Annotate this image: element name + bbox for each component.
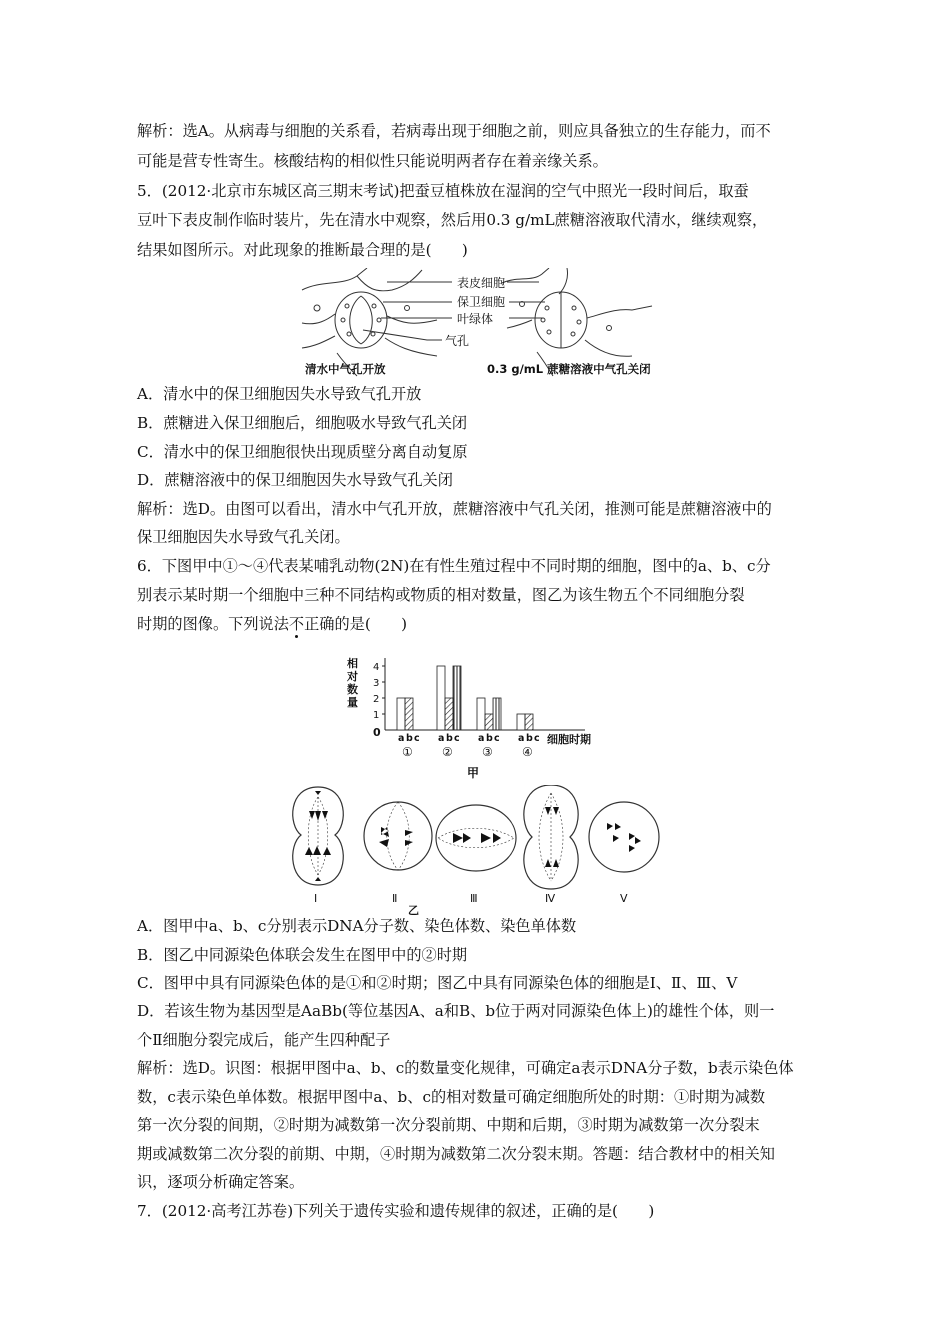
y-tick-label: 3 <box>373 678 380 689</box>
text-line: 解析：选A。从病毒与细胞的关系看，若病毒出现于细胞之前，则应具备独立的生存能力，而不 <box>137 122 771 140</box>
text-line: 5．(2012·北京市东城区高三期末考试)把蚕豆植株放在湿润的空气中照光一段时间后，取蚕 <box>137 182 749 200</box>
y-tick-label: 2 <box>373 694 380 705</box>
sub-category-label: c <box>414 733 420 744</box>
bar-b <box>485 714 493 730</box>
sub-category-label: c <box>534 733 540 744</box>
sub-category-label: a <box>398 733 405 744</box>
bar-chart-svg <box>345 645 615 785</box>
text-line: 识，逐项分析确定答案。 <box>137 1173 305 1191</box>
bar-a <box>517 714 525 730</box>
chart-caption: 甲 <box>467 766 480 780</box>
y-tick-label: 1 <box>373 710 380 721</box>
text-span: 时期的图像。下列说法 <box>137 615 289 633</box>
bar-a <box>397 698 405 730</box>
text-line: D．蔗糖溶液中的保卫细胞因失水导致气孔关闭 <box>137 471 453 489</box>
y-axis-label-char: 量 <box>347 696 358 709</box>
text-line: 别表示某时期一个细胞中三种不同结构或物质的相对数量，图乙为该生物五个不同细胞分裂 <box>137 586 745 604</box>
bar-b <box>525 714 533 730</box>
text-line <box>137 614 827 634</box>
text-line: A．清水中的保卫细胞因失水导致气孔开放 <box>137 385 422 403</box>
y-axis-label-char: 对 <box>347 670 358 683</box>
text-line: 豆叶下表皮制作临时装片，先在清水中观察，然后用0.3 g/mL蔗糖溶液取代清水，继续观察， <box>137 211 768 229</box>
cell-label-iv: Ⅳ <box>545 892 556 905</box>
sub-category-label: a <box>438 733 445 744</box>
sub-category-label: b <box>486 733 493 744</box>
sub-category-label: a <box>518 733 525 744</box>
stomata-figure <box>297 268 657 383</box>
text-line: 可能是营专性寄生。核酸结构的相似性只能说明两者存在着亲缘关系。 <box>137 152 608 170</box>
sub-category-label: b <box>446 733 453 744</box>
bar-a <box>437 666 445 730</box>
text-line: 保卫细胞因失水导致气孔关闭。 <box>137 528 350 546</box>
text-line: 第一次分裂的间期，②时期为减数第一次分裂前期、中期和后期，③时期为减数第一次分裂末 <box>137 1116 760 1134</box>
figure-caption-yi: 乙 <box>408 904 419 915</box>
text-line: C．清水中的保卫细胞很快出现质壁分离自动复原 <box>137 443 468 461</box>
label-guard-cell: 保卫细胞 <box>457 295 506 309</box>
bar-b <box>405 698 413 730</box>
cell-v <box>589 802 659 872</box>
cell-label-i: Ⅰ <box>314 892 318 905</box>
category-label: ② <box>442 745 453 759</box>
cell-iii <box>436 805 516 871</box>
sub-category-label: c <box>454 733 460 744</box>
sub-category-label: a <box>478 733 485 744</box>
text-line: D．若该生物为基因型是AaBb(等位基因A、a和B、b位于两对同源染色体上)的雄性个体，则一 <box>137 1002 775 1020</box>
text-line: B．蔗糖进入保卫细胞后，细胞吸水导致气孔关闭 <box>137 414 468 432</box>
text-line: 结果如图所示。对此现象的推断最合理的是( ) <box>137 241 468 259</box>
y-axis-label-char: 相 <box>347 657 358 670</box>
bar-a <box>477 698 485 730</box>
emphasis-mark: 不 <box>288 615 305 633</box>
cell-label-v: Ⅴ <box>620 892 628 905</box>
category-label: ④ <box>522 745 533 759</box>
sub-category-label: b <box>526 733 533 744</box>
y-tick-label: 4 <box>373 662 380 673</box>
text-span: 正确的是( ) <box>304 615 408 633</box>
text-line: 解析：选D。识图：根据甲图中a、b、c的数量变化规律，可确定a表示DNA分子数，b表示染色体 <box>137 1059 794 1077</box>
cell-ii <box>364 802 432 870</box>
text-line: 6．下图甲中①～④代表某哺乳动物(2N)在有性生殖过程中不同时期的细胞，图中的a、b、c分 <box>137 557 771 575</box>
text-line: B．图乙中同源染色体联会发生在图甲中的②时期 <box>137 946 468 964</box>
category-label: ③ <box>482 745 493 759</box>
bar-c <box>493 698 501 730</box>
caption-right: 0.3 g/mL 蔗糖溶液中气孔关闭 <box>487 362 651 376</box>
origin-label: 0 <box>373 726 381 739</box>
bar-c <box>453 666 461 730</box>
text-line: A．图甲中a、b、c分别表示DNA分子数、染色体数、染色单体数 <box>137 917 577 935</box>
cell-label-iii: Ⅲ <box>470 892 478 905</box>
cell-label-ii: Ⅱ <box>392 892 398 905</box>
text-line: C．图甲中具有同源染色体的是①和②时期；图乙中具有同源染色体的细胞是Ⅰ、Ⅱ、Ⅲ、Ⅴ <box>137 974 738 992</box>
y-axis-label-char: 数 <box>347 683 358 696</box>
x-axis-label: 细胞时期 <box>547 733 591 746</box>
sub-category-label: c <box>494 733 500 744</box>
text-line: 个Ⅱ细胞分裂完成后，能产生四种配子 <box>137 1031 391 1049</box>
label-chloroplast: 叶绿体 <box>457 312 494 326</box>
sub-category-label: b <box>406 733 413 744</box>
caption-left: 清水中气孔开放 <box>305 362 386 376</box>
text-line: 解析：选D。由图可以看出，清水中气孔开放，蔗糖溶液中气孔关闭，推测可能是蔗糖溶液中的 <box>137 500 772 518</box>
category-label: ① <box>402 745 413 759</box>
bar-b <box>445 698 453 730</box>
text-line: 期或减数第二次分裂的前期、中期，④时期为减数第二次分裂末期。答题：结合教材中的相关知 <box>137 1145 775 1163</box>
text-line: 数，c表示染色单体数。根据甲图中a、b、c的相对数量可确定细胞所处的时期：①时期为减数 <box>137 1088 766 1106</box>
label-pore: 气孔 <box>445 334 470 348</box>
bar-chart-jia <box>345 645 615 785</box>
cell-division-figure <box>283 785 668 915</box>
text-line: 7．(2012·高考江苏卷)下列关于遗传实验和遗传规律的叙述，正确的是( ) <box>137 1202 655 1220</box>
label-epidermis: 表皮细胞 <box>457 276 506 290</box>
